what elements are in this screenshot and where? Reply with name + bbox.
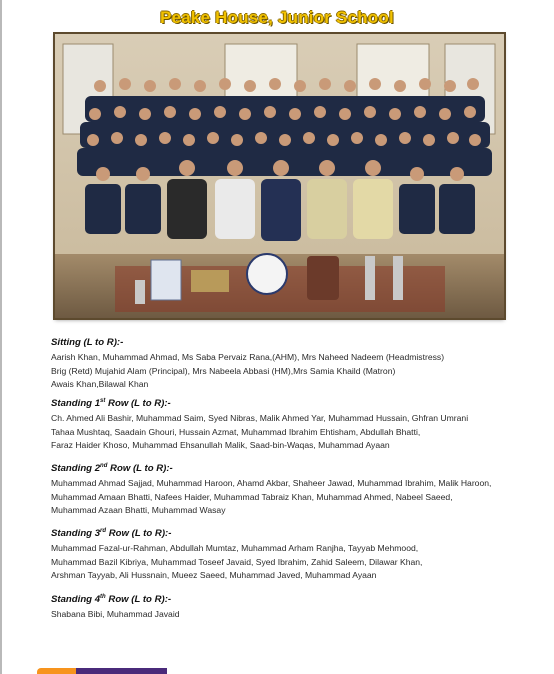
names-line: Muhammad Bazil Kibriya, Muhammad Toseef Javaid, Syed Ibrahim, Zahid Saleem, Dilawar Khan, [51, 556, 423, 567]
names-line: Muhammad Fazal-ur-Rahman, Abdullah Mumtaz, Muhammad Arham Ranjha, Tayyab Mehmood, [51, 543, 419, 554]
names-line: Ch. Ahmed Ali Bashir, Muhammad Saim, Syed Nibras, Malik Ahmed Yar, Muhammad Hussain, Ghfran Umrani [51, 413, 469, 424]
group-photo [55, 34, 504, 318]
group-photo-icon [55, 34, 504, 318]
names-line: Brig (Retd) Mujahid Alam (Principal), Mrs Nabeela Abbasi (HM),Mrs Samia Khaild (Matron) [51, 365, 396, 376]
section-heading: Standing 2nd Row (L to R):- [51, 463, 173, 475]
section-standing-2 [51, 463, 531, 518]
section-heading: Standing 1st Row (L to R):- [51, 398, 171, 410]
names-line: Awais Khan,Bilawal Khan [51, 379, 149, 390]
section-standing-3 [51, 528, 531, 583]
section-heading: Standing 4th Row (L to R):- [51, 594, 172, 606]
section-standing-1 [51, 398, 531, 453]
page-left-border [0, 0, 2, 674]
names-line: Tahaa Mushtaq, Saadain Ghouri, Hussain Azmat, Muhammad Ibrahim Ehtisham, Abdullah Bhatti, [51, 426, 421, 437]
section-heading: Sitting (L to R):- [51, 337, 124, 348]
names-line: Faraz Haider Khoso, Muhammad Ehsanullah Malik, Saad-bin-Waqas, Muhammad Ayaan [51, 440, 390, 451]
names-line: Muhammad Azaan Bhatti, Muhammad Wasay [51, 505, 226, 516]
names-line: Aarish Khan, Muhammad Ahmad, Ms Saba Pervaiz Rana,(AHM), Mrs Naheed Nadeem (Headmistress) [51, 352, 445, 362]
section-heading: Standing 3rd Row (L to R):- [51, 528, 172, 540]
section-sitting [51, 337, 531, 392]
names-line: Muhammad Amaan Bhatti, Nafees Haider, Muhammad Tabraiz Khan, Muhammad Ahmed, Nabeel Saeed, [51, 491, 453, 502]
names-line: Arshman Tayyab, Ali Hussnain, Mueez Saeed, Muhammad Javed, Muhammad Ayaan [51, 570, 377, 581]
page-title: Peake House, Junior School [160, 8, 394, 27]
footer-logo-bar [37, 668, 167, 674]
section-standing-4 [51, 594, 531, 622]
names-line: Shabana Bibi, Muhammad Javaid [51, 609, 180, 620]
names-line: Muhammad Ahmad Sajjad, Muhammad Haroon, Ahamd Akbar, Shaheer Jawad, Muhammad Ibrahim, Malik Haroon, [51, 478, 492, 489]
